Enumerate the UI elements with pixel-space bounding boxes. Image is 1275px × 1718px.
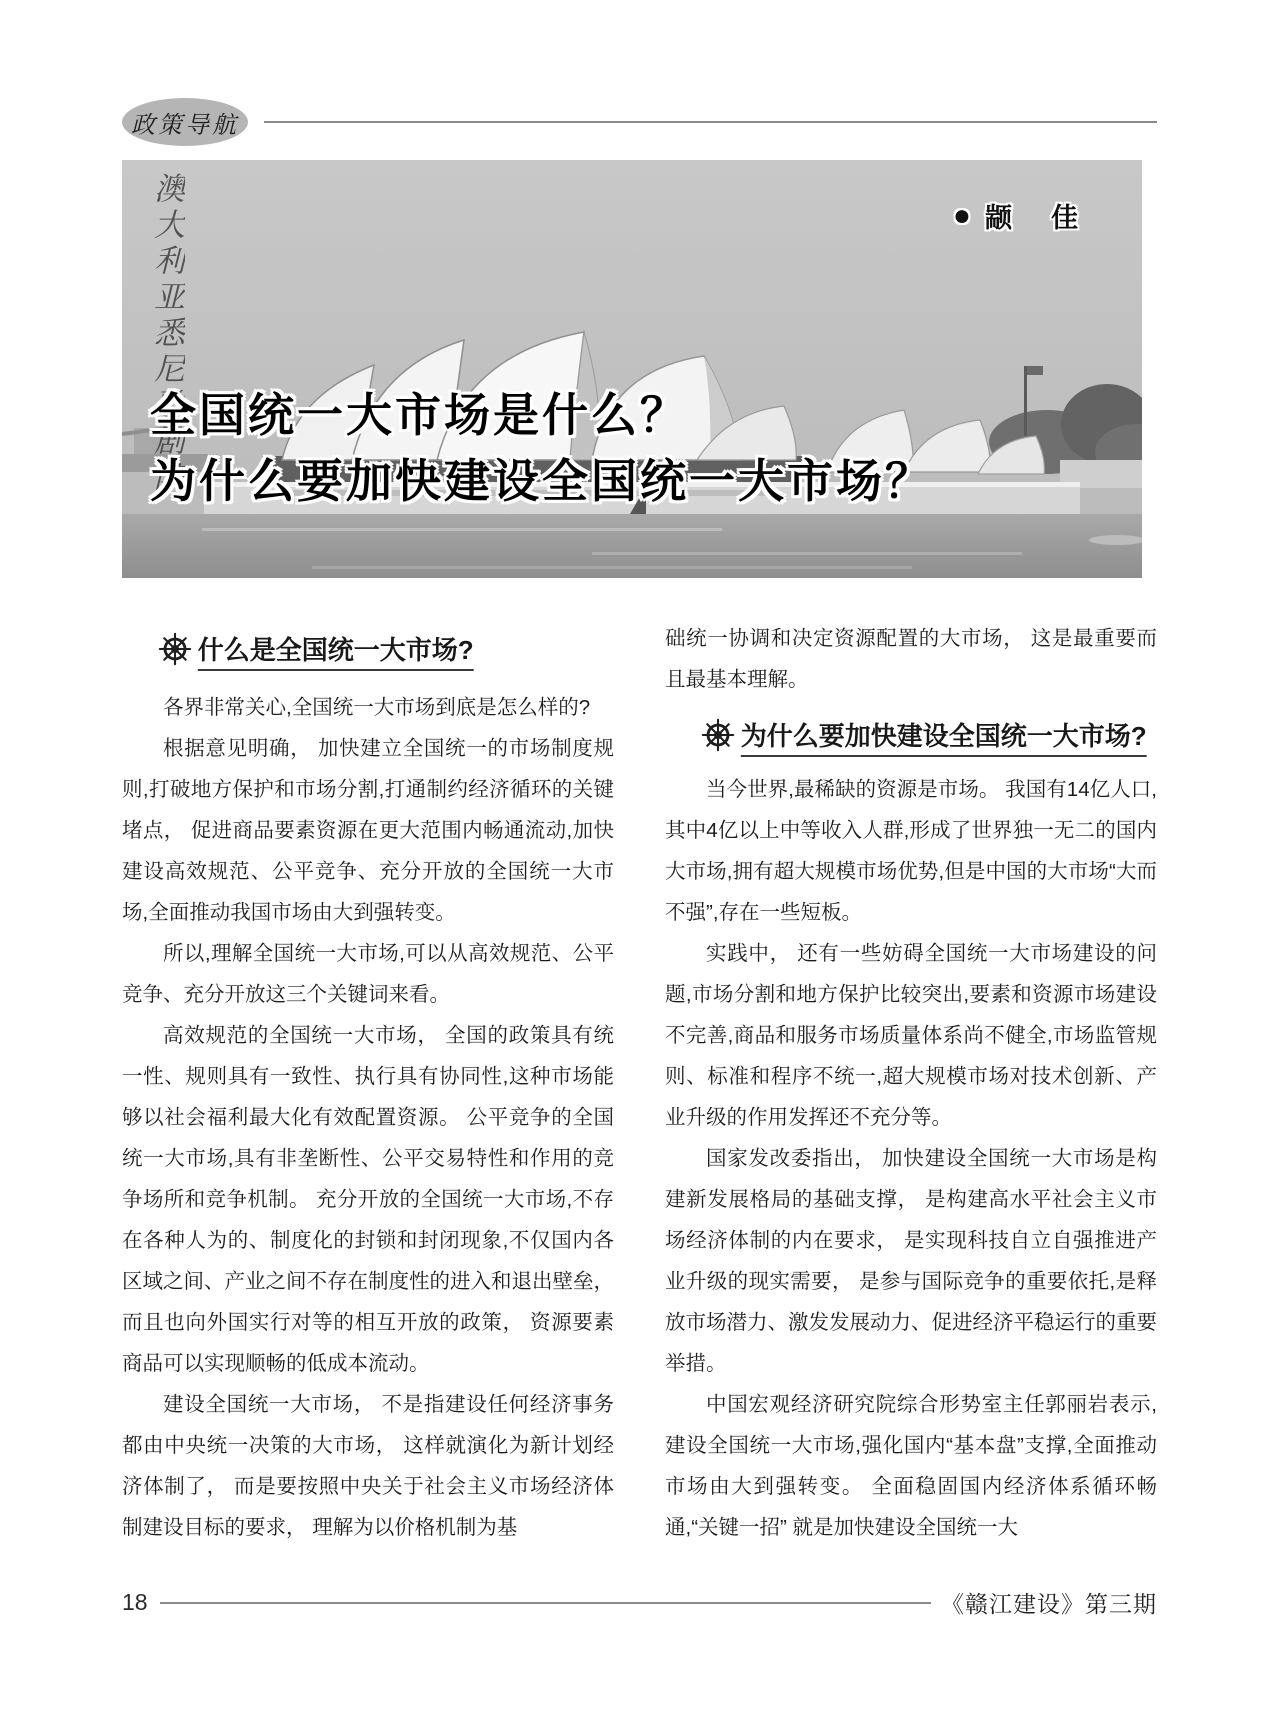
- right-column: [665, 618, 1157, 1548]
- section-tag-badge: 政策导航: [122, 98, 248, 146]
- author-byline: [953, 196, 1084, 235]
- ship-wheel-icon: [156, 630, 194, 668]
- article-body: [122, 618, 1157, 1548]
- author-name: 颛 佳: [985, 203, 1084, 233]
- body-paragraph: 各界非常关心,全国统一大市场到底是怎么样的?: [163, 696, 591, 719]
- footer-divider-line: [160, 1602, 931, 1604]
- body-paragraph: 建设全国统一大市场， 不是指建设任何经济事务都由中央统一决策的大市场， 这样就演化为新计划经济体制了， 而是要按照中央关于社会主义市场经济体制建设目标的要求， 理解为以价格机制为基: [122, 1393, 614, 1539]
- photo-caption-vertical: 澳大利亚悉尼歌剧院: [148, 172, 184, 496]
- section-heading-1: [122, 628, 614, 673]
- page-number: 18: [122, 1589, 148, 1615]
- page-footer: [122, 1586, 1157, 1619]
- body-paragraph-continuation: 础统一协调和决定资源配置的大市场， 这是最重要而且最基本理解。: [665, 627, 1157, 691]
- byline-bullet-icon: ●: [952, 198, 971, 232]
- article-title-line-2: 为什么要加快建设全国统一大市场？: [150, 455, 934, 507]
- body-paragraph: 实践中， 还有一些妨碍全国统一大市场建设的问题,市场分割和地方保护比较突出,要素和资源市场建设不完善,商品和服务市场质量体系尚不健全,市场监管规则、标准和程序不统一,超大规模市场对技术创新、产业升级的作用发挥还不充分等。: [665, 942, 1157, 1129]
- right-column-paragraphs: [665, 769, 1157, 1548]
- left-column-paragraphs: [122, 687, 614, 1548]
- article-title-line-1: 全国统一大市场是什么？: [150, 389, 689, 441]
- ship-wheel-icon: [699, 716, 737, 754]
- journal-issue-label: 《赣江建设》第三期: [941, 1591, 1157, 1617]
- body-paragraph: 所以,理解全国统一大市场,可以从高效规范、公平竞争、充分开放这三个关键词来看。: [122, 942, 614, 1006]
- body-paragraph: 根据意见明确， 加快建立全国统一的市场制度规则,打破地方保护和市场分割,打通制约经济循环的关键堵点， 促进商品要素资源在更大范围内畅通流动,加快建设高效规范、公平竞争、充分开放的全国统一大市场,全面推动我国市场由大到强转变。: [122, 737, 614, 924]
- left-column: [122, 618, 614, 1548]
- body-paragraph: 高效规范的全国统一大市场， 全国的政策具有统一性、规则具有一致性、执行具有协同性,这种市场能够以社会福利最大化有效配置资源。 公平竞争的全国统一大市场,具有非垄断性、公平交易特性和作用的竞争场所和竞争机制。 充分开放的全国统一大市场,不存在各种人为的、制度化的封锁和封闭现象,不仅国内各区域之间、产业之间不存在制度性的进入和退出壁垒， 而且也向外国实行对等的相互开放的政策， 资源要素商品可以实现顺畅的低成本流动。: [122, 1024, 614, 1375]
- header-divider-line: [264, 121, 1157, 123]
- article-title: [150, 382, 934, 514]
- body-paragraph: 中国宏观经济研究院综合形势室主任郭丽岩表示,建设全国统一大市场,强化国内“基本盘”支撑,全面推动市场由大到强转变。 全面稳固国内经济体系循环畅通,“关键一招” 就是加快建设全国统一大: [665, 1393, 1157, 1539]
- hero-photo: [122, 160, 1142, 578]
- section-heading-text: 为什么要加快建设全国统一大市场?: [740, 721, 1147, 751]
- body-paragraph: 当今世界,最稀缺的资源是市场。 我国有14亿人口,其中4亿以上中等收入人群,形成了世界独一无二的国内大市场,拥有超大规模市场优势,但是中国的大市场“大而不强”,存在一些短板。: [665, 778, 1157, 924]
- section-heading-text: 什么是全国统一大市场?: [197, 635, 474, 665]
- body-paragraph: 国家发改委指出， 加快建设全国统一大市场是构建新发展格局的基础支撑， 是构建高水平社会主义市场经济体制的内在要求， 是实现科技自立自强推进产业升级的现实需要， 是参与国际竞争的重要依托,是释放市场潜力、激发发展动力、促进经济平稳运行的重要举措。: [665, 1147, 1157, 1375]
- section-heading-2: [665, 714, 1157, 759]
- header-band: [122, 98, 1157, 146]
